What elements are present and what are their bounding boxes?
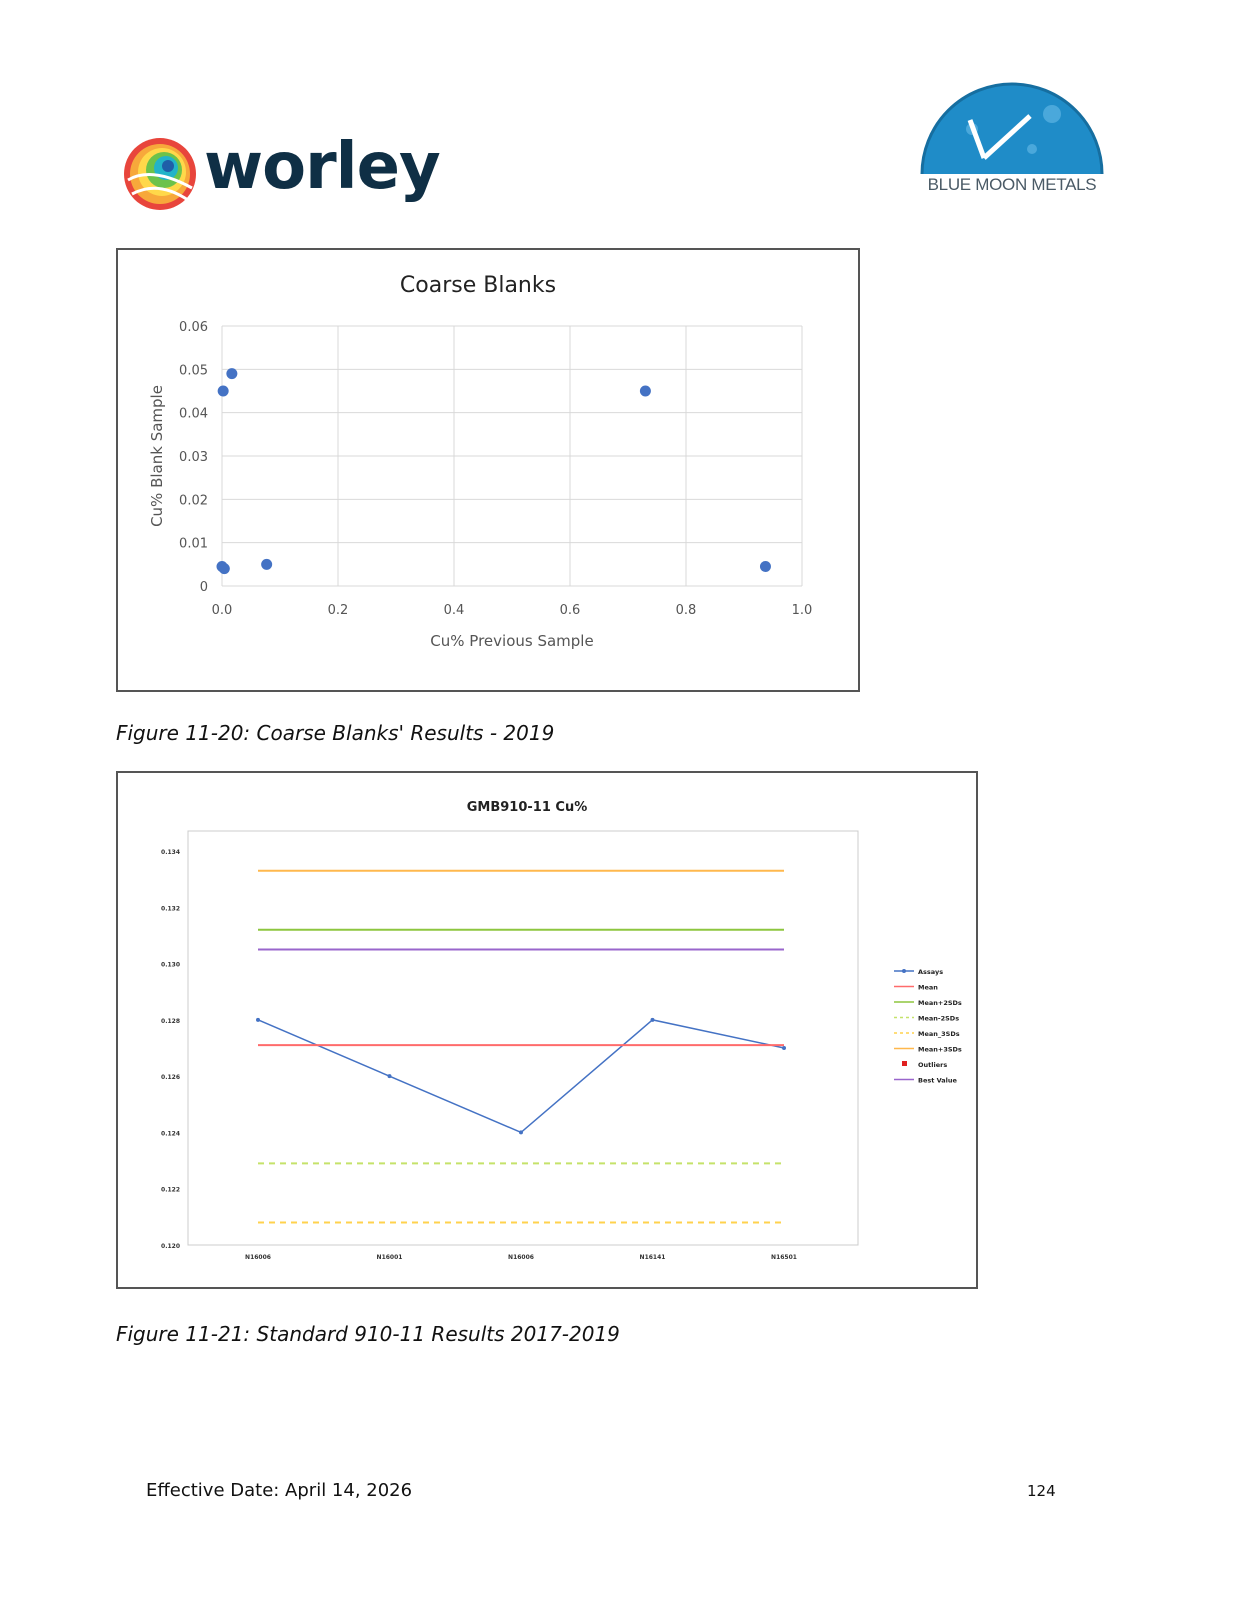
worley-logo <box>122 132 442 212</box>
y-tick-label: 0.06 <box>179 320 208 335</box>
legend-label: Mean_3SDs <box>918 1030 960 1038</box>
coarse-blanks-chart <box>116 248 860 692</box>
y-tick-label: 0.01 <box>179 536 208 552</box>
legend-label: Mean+2SDs <box>918 999 962 1007</box>
x-tick-label: 0.4 <box>443 603 465 618</box>
legend-label: Mean-2SDs <box>918 1014 960 1023</box>
series-line <box>258 1020 784 1133</box>
data-point <box>519 1130 523 1134</box>
x-tick-label: 1.0 <box>791 603 813 618</box>
y-tick-label: 0.04 <box>179 406 208 422</box>
data-point <box>226 368 237 379</box>
data-point <box>261 559 272 570</box>
worley-swirl-icon <box>122 136 198 212</box>
y-tick-label: 0.122 <box>161 1186 180 1194</box>
data-point <box>256 1018 260 1022</box>
x-tick-label: N16501 <box>771 1254 797 1261</box>
moon-clock-icon <box>912 74 1112 174</box>
y-tick-label: 0.128 <box>161 1017 180 1025</box>
data-point <box>651 1018 655 1022</box>
x-tick-label: N16006 <box>245 1254 271 1261</box>
y-tick-label: 0.126 <box>161 1074 180 1082</box>
x-tick-label: N16006 <box>508 1254 534 1261</box>
y-tick-label: 0.130 <box>161 961 180 969</box>
y-tick-label: 0 <box>199 580 208 595</box>
plot-area <box>188 831 858 1245</box>
x-axis-label: Cu% Previous Sample <box>430 632 594 650</box>
coarse-blanks-plot <box>118 250 858 690</box>
standard-910-11-plot <box>118 773 976 1287</box>
data-point <box>640 386 651 397</box>
data-point <box>218 386 229 397</box>
legend-label: Best Value <box>918 1076 957 1085</box>
data-point <box>760 561 771 572</box>
y-axis-label: Cu% Blank Sample <box>148 385 166 527</box>
x-tick-label: 0.8 <box>675 603 697 618</box>
chart-title: Coarse Blanks <box>399 273 557 298</box>
figure-11-21-caption: Figure 11-21: Standard 910-11 Results 2017-2019 <box>116 1322 620 1346</box>
blue-moon-metals-wordmark: BLUE MOON METALS <box>927 175 1097 194</box>
legend-label: Mean+3SDs <box>918 1045 962 1054</box>
legend-label: Outliers <box>918 1061 948 1069</box>
y-tick-label: 0.05 <box>179 363 208 379</box>
x-tick-label: N16001 <box>376 1254 403 1261</box>
legend-marker <box>902 969 906 973</box>
chart-title: GMB910-11 Cu% <box>466 800 588 815</box>
figure-11-20-caption: Figure 11-20: Coarse Blanks' Results - 2019 <box>116 721 555 745</box>
x-tick-label: 0.2 <box>327 603 349 618</box>
legend-label: Mean <box>918 983 938 992</box>
x-tick-label: N16141 <box>639 1254 666 1261</box>
standard-910-11-chart <box>116 771 978 1289</box>
y-tick-label: 0.132 <box>161 905 180 913</box>
effective-date: Effective Date: April 14, 2026 <box>146 1480 413 1501</box>
y-tick-label: 0.124 <box>161 1130 180 1138</box>
page-number: 124 <box>1027 1482 1056 1500</box>
worley-wordmark: worley <box>204 130 440 204</box>
x-tick-label: 0.0 <box>211 603 233 618</box>
y-tick-label: 0.03 <box>179 450 208 465</box>
legend-label: Assays <box>918 968 944 976</box>
y-tick-label: 0.02 <box>179 493 208 509</box>
y-tick-label: 0.134 <box>161 849 180 856</box>
data-point <box>782 1046 786 1050</box>
blue-moon-metals-logo <box>912 74 1112 204</box>
legend-swatch <box>902 1061 907 1066</box>
data-point <box>219 563 230 574</box>
data-point <box>388 1074 392 1078</box>
y-tick-label: 0.120 <box>161 1243 180 1250</box>
x-tick-label: 0.6 <box>559 603 581 618</box>
